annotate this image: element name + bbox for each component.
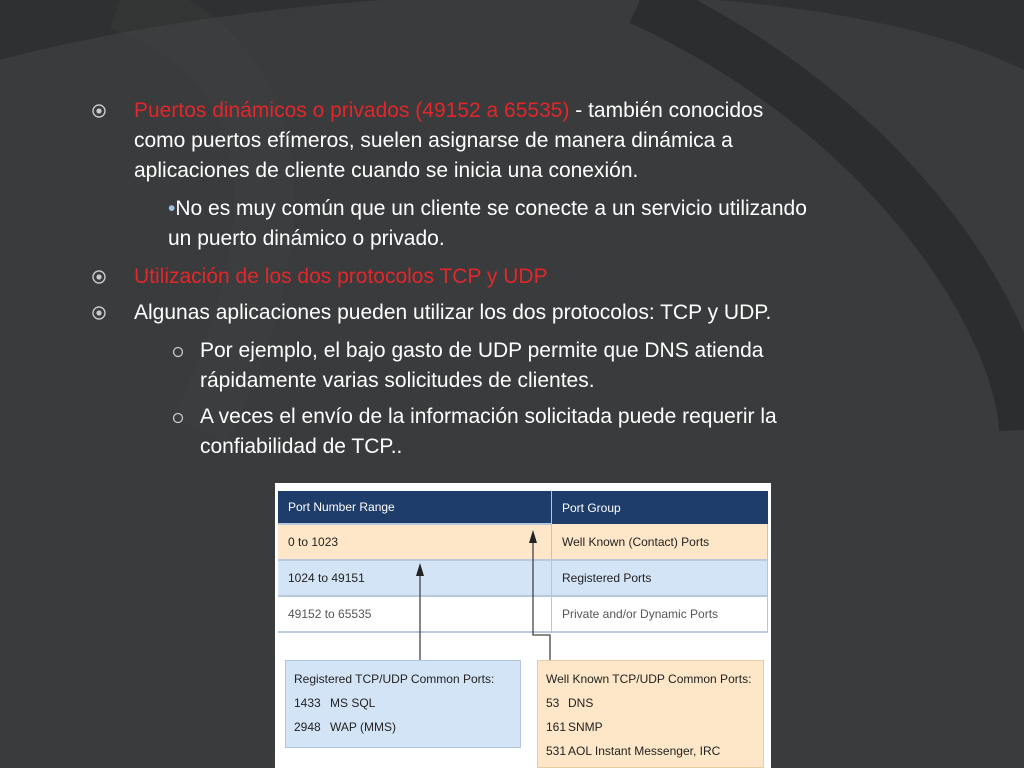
sub-bullet-dns-example [200, 336, 960, 396]
bullet-some-apps: Algunas aplicaciones pueden utilizar los dos protocolos: TCP y UDP. [134, 301, 772, 324]
wellknown-box-title: Well Known TCP/UDP Common Ports: [546, 672, 752, 686]
wellknown-common-ports-box [537, 660, 764, 768]
list-item [294, 691, 512, 715]
list-item [546, 739, 755, 763]
dns-example-line2: rápidamente varias solicitudes de clientes. [200, 369, 595, 392]
hollow-circle-bullet-icon [171, 345, 185, 359]
group-cell: Private and/or Dynamic Ports [552, 596, 768, 632]
hollow-circle-bullet-icon [171, 411, 185, 425]
dynamic-ports-line3: aplicaciones de cliente cuando se inicia una conexión. [134, 159, 639, 182]
header-port-number-range: Port Number Range [278, 491, 552, 524]
port-number: 1433 [294, 696, 321, 710]
port-service: SNMP [568, 720, 603, 734]
port-number: 2948 [294, 720, 321, 734]
registered-arrow-head [416, 563, 424, 576]
wellknown-arrow-head [529, 530, 537, 543]
tcp-reliability-line1: A veces el envío de la información solicitada puede requerir la [200, 405, 777, 428]
list-item [546, 691, 755, 715]
circle-dot-bullet-icon [92, 270, 106, 284]
sub-bullet-uncommon-line2: un puerto dinámico o privado. [168, 227, 445, 250]
registered-common-ports-box [285, 660, 521, 748]
bullet-tcp-udp-usage: Utilización de los dos protocolos TCP y UDP [134, 265, 548, 288]
dynamic-ports-highlight: Puertos dinámicos o privados (49152 a 65535) [134, 99, 570, 122]
range-cell: 0 to 1023 [278, 524, 552, 560]
circle-dot-bullet-icon [92, 104, 106, 118]
circle-dot-bullet-icon [92, 306, 106, 320]
port-number: 531 [546, 744, 567, 758]
list-item [294, 715, 512, 739]
registered-box-title: Registered TCP/UDP Common Ports: [294, 672, 495, 686]
range-cell: 49152 to 65535 [278, 596, 552, 632]
header-port-group: Port Group [552, 491, 768, 524]
dns-example-line1: Por ejemplo, el bajo gasto de UDP permite que DNS atienda [200, 339, 764, 362]
list-item [546, 715, 755, 739]
port-ranges-figure [275, 483, 771, 768]
sub-bullet-uncommon [168, 194, 968, 254]
dynamic-ports-line2: como puertos efímeros, suelen asignarse de manera dinámica a [134, 129, 733, 152]
group-cell: Well Known (Contact) Ports [552, 524, 768, 560]
port-service: AOL Instant Messenger, IRC [568, 744, 721, 758]
sub-bullet-dot: • [168, 197, 176, 220]
group-cell: Registered Ports [552, 560, 768, 596]
port-number: 53 [546, 696, 560, 710]
sub-bullet-tcp-reliability [200, 402, 960, 462]
port-service: DNS [568, 696, 594, 710]
wellknown-arrow [533, 540, 550, 660]
bullet-dynamic-ports [134, 96, 934, 186]
range-cell: 1024 to 49151 [278, 560, 552, 596]
sub-bullet-uncommon-line1: No es muy común que un cliente se conecte a un servicio utilizando [175, 197, 807, 220]
port-number: 161 [546, 720, 567, 734]
port-service: WAP (MMS) [330, 720, 396, 734]
dynamic-ports-text: - también conocidos [569, 99, 764, 122]
port-service: MS SQL [330, 696, 376, 710]
tcp-reliability-line2: confiabilidad de TCP.. [200, 435, 403, 458]
